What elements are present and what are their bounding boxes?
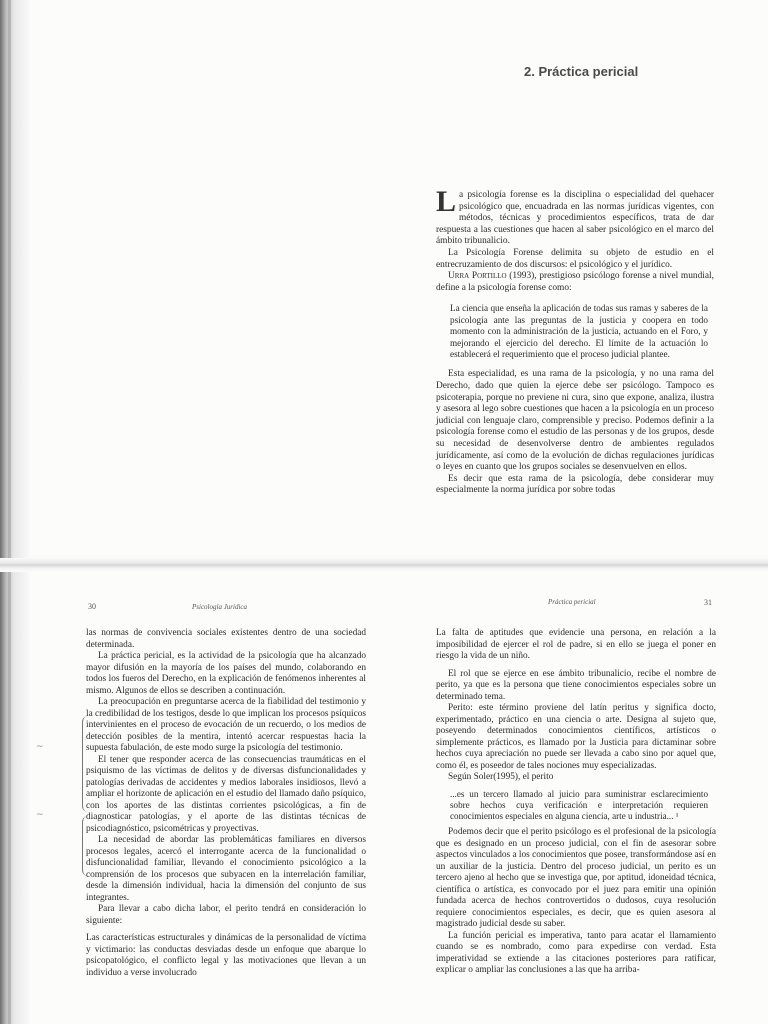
left-p6: Las características estructurales y dinámicas de la personalidad de víctima y victimario: las conductas desviadas desde un enfoque que abarque lo psicopatológico, el conflicto legal y las motivaciones que llevan a un individuo a verse involucrado bbox=[86, 933, 366, 978]
left-p0: las normas de convivencia sociales existentes dentro de una sociedad determinada. bbox=[86, 628, 366, 650]
binding-edge bbox=[8, 0, 11, 1024]
left-p1: La práctica pericial, es la actividad de la psicología que ha alcanzado mayor difusión en la mayoría de los países del mundo, colaborando en todos los fueros del Derecho, en la explicación de fenómenos inherentes al mismo. Algunos de ellos se describen a continuación. bbox=[86, 651, 366, 696]
running-head-left: Psicología Jurídica bbox=[192, 603, 248, 611]
block-quote-text: La ciencia que enseña la aplicación de todas sus ramas y saberes de la psicología ante las preguntas de la justicia y coopera en todo momento con la administración de la justicia, actuando en el Foro, y mejorando el ejercicio del derecho. El límite de la actuación lo establecerá el requerimiento que el proceso judicial plantee. bbox=[450, 303, 708, 359]
paragraph-urra-text: (1993), prestigioso psicólogo forense a nivel mundial, define a la psicología forense como: bbox=[436, 271, 714, 293]
margin-bracket bbox=[82, 716, 89, 812]
paragraph-especialidad: Esta especialidad, es una rama de la psicología, y no una rama del Derecho, dado que quien la ejerce debe ser psicólogo. Tampoco es psicoterapia, porque no previene ni cura, sino que expone, analiza, ilustra y asesora al lego sobre cuestiones que hacen a la psicología en un proceso judicial con lenguaje claro, comprensible y preciso. Podemos definir a la psicología forense como el estudio de las personas y de los grupos, desde su necesidad de desenvolverse dentro de ambientes regulados jurídicamente, así como de la evolución de dichas regulaciones jurídicas o leyes en cuanto que los grupos sociales se desenvuelven en ellos. bbox=[436, 369, 714, 473]
page-number-right: 31 bbox=[704, 598, 712, 607]
drop-cap: L bbox=[436, 185, 457, 218]
margin-bracket bbox=[82, 816, 89, 876]
right-p2: Perito: este término proviene del latín peritus y significa docto, experimentado, práctico en una ciencia o arte. Designa al sujeto que, poseyendo determinados conocimientos científicos, artísticos o simplemente prácticos, es llamado por la Justicia para dictaminar sobre hechos cuya apreciación no puede ser llevada a cabo sino por aquel que, como él, es poseedor de tales nociones muy especializadas. bbox=[436, 703, 716, 771]
section-title: 2. Práctica pericial bbox=[524, 64, 639, 79]
paragraph-urra bbox=[436, 271, 714, 294]
right-p3: Según Soler(1995), el perito bbox=[448, 772, 554, 782]
perito-quote bbox=[450, 789, 716, 823]
paragraph-object: La Psicología Forense delimita su objeto de estudio en el entrecruzamiento de dos discursos: el psicológico y el jurídico. bbox=[436, 247, 714, 270]
handwritten-note: ~ bbox=[36, 810, 44, 820]
block-quote bbox=[436, 303, 714, 360]
left-page-text bbox=[86, 628, 366, 979]
left-p4: La necesidad de abordar las problemáticas familiares en diversos procesos legales, acercó el interrogante acerca de la funcionalidad o disfuncionalidad familiar, llevando el conocimiento psicológico a la comprensión de los procesos que subyacen en la interrelación familiar, desde la dimensión individual, hacia la dimensión del conjunto de sus integrantes. bbox=[86, 835, 366, 903]
left-p2: La preocupación en preguntarse acerca de la fiabilidad del testimonio y la credibilidad de los testigos, desde lo que implican los procesos psíquicos intervinientes en el proceso de evocación de un recuerdo, o los medios de detección posibles de la mentira, intentó acercar respuestas hacia la supuesta fabulación, de este modo surge la psicología del testimonio. bbox=[86, 697, 366, 753]
perito-quote-text: ...es un tercero llamado al juicio para suministrar esclarecimiento sobre hechos cuya verificación e interpretación requieren conocimientos especiales en alguna ciencia, arte u industria... ¹ bbox=[450, 788, 708, 821]
intro-text: a psicología forense es la disciplina o especialidad del quehacer psicológico que, encuadrada en las normas jurídicas vigentes, con métodos, técnicas y procedimientos específicos, trata de dar respuesta a las cuestiones que hacen al saber psicológico en el marco del ámbito tribunalicio. bbox=[436, 190, 714, 247]
right-p4: Podemos decir que el perito psicólogo es el profesional de la psicología que es designado en un proceso judicial, con el fin de asesorar sobre aspectos vinculados a los conocimientos que posee, transformándose así en un auxiliar de la justicia. Dentro del proceso judicial, un perito es un tercero ajeno al hecho que se investiga que, por aptitud, idoneidad técnica, científica o artística, es convocado por el juez para emitir una opinión fundada acerca de hechos controvertidos o dudosos, cuya resolución requiere conocimientos especiales, es decir, que es quien asesora al magistrado judicial desde su saber. bbox=[436, 827, 716, 930]
right-p1: El rol que se ejerce en ese ámbito tribunalicio, recibe el nombre de perito, ya que es la persona que tiene conocimientos especiales sobre un determinado tema. bbox=[436, 668, 716, 702]
paragraph-es-decir: Es decir que esta rama de la psicología, debe considerar muy especialmente la norma jurídica por sobre todas bbox=[436, 473, 714, 496]
author-name: Urra Portillo bbox=[448, 271, 507, 282]
right-page-text bbox=[436, 628, 716, 977]
right-p0: La falta de aptitudes que evidencie una persona, en relación a la imposibilidad de ejercer el rol de padre, si en ello se juega el poner en riesgo la vida de un niño. bbox=[436, 628, 716, 661]
running-head-right: Práctica pericial bbox=[548, 598, 596, 606]
page-number-left: 30 bbox=[88, 602, 96, 611]
top-text-column bbox=[436, 185, 714, 497]
binding-shadow bbox=[0, 0, 30, 1024]
intro-paragraph bbox=[436, 185, 714, 248]
handwritten-note: ~ bbox=[36, 742, 44, 752]
page-split bbox=[0, 558, 768, 572]
left-p3: El tener que responder acerca de las consecuencias traumáticas en el psiquismo de las víctimas de delitos y de diversas disfuncionalidades y patologías derivadas de accidentes y medios laborales insidiosos, llevó a ampliar el horizonte de aplicación en el estudio del llamado daño psíquico, con los aportes de las distintas corrientes psicológicas, a fin de diagnosticar patologías, y el aporte de las distintas técnicas de psicodiagnóstico, psicométricas y proyectivas. bbox=[86, 754, 366, 834]
right-p5: La función pericial es imperativa, tanto para acatar el llamamiento cuando se es nombrado, como para expedirse con verdad. Esta imperatividad se extiende a las citaciones posteriores para ratificar, explicar o ampliar las conclusiones a las que ha arriba- bbox=[436, 930, 716, 976]
left-p5: Para llevar a cabo dicha labor, el perito tendrá en consideración lo siguiente: bbox=[86, 904, 366, 926]
